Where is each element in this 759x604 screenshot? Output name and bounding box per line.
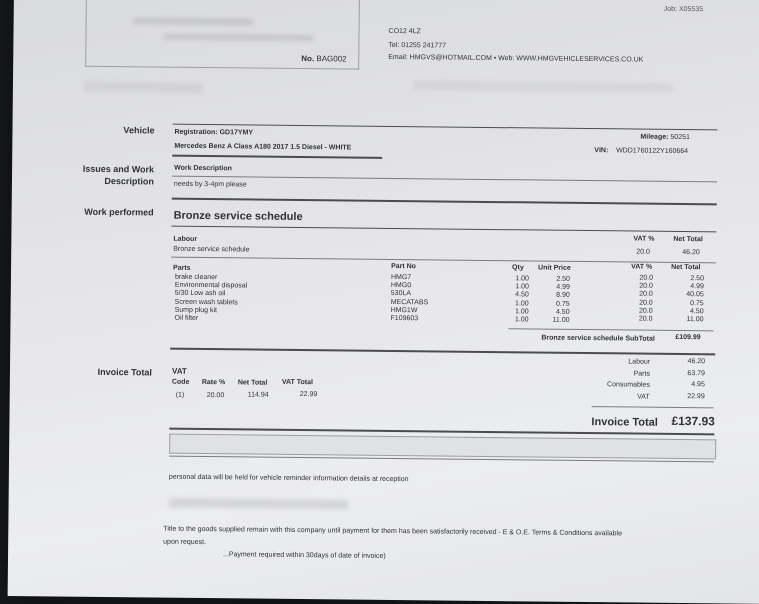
part-net: 40.05: [686, 291, 704, 299]
terms-line-1: Title to the goods supplied remain with this company until payment for them has been satisfactorily received - E & O.E. Terms & Conditions available: [163, 525, 623, 538]
vat-code: (1): [175, 391, 185, 399]
part-number: HMG7: [390, 273, 412, 282]
redacted-address: [134, 17, 254, 25]
part-unit-price: 4.50: [555, 308, 570, 316]
total-label: VAT: [637, 393, 650, 401]
part-qty: 1.00: [514, 308, 529, 316]
parts-qty: [508, 275, 529, 324]
parts-vat: [632, 274, 653, 323]
part-name: Oil filter: [174, 314, 199, 322]
service-title: Bronze service schedule: [173, 209, 303, 224]
vat-net: 114.94: [247, 391, 269, 399]
divider: [172, 198, 717, 206]
vat-code-heading: Code: [171, 378, 190, 386]
part-name: 5/30 Low ash oil: [174, 290, 226, 298]
vat-rate-heading: Rate %: [201, 378, 226, 387]
part-unit-price: 11.00: [552, 316, 570, 324]
vat-heading: VAT: [171, 366, 187, 376]
divider: [172, 176, 717, 183]
part-name: Sump plug kit: [174, 306, 218, 314]
vat-total: 22.99: [299, 391, 318, 399]
subtotal-label: Bronze service schedule SubTotal: [541, 334, 655, 343]
redacted-block: [169, 498, 349, 510]
part-vat: 20.0: [638, 315, 653, 323]
redacted-block: [83, 82, 203, 93]
privacy-note: personal data will be held for vehicle reminder information details at reception: [168, 473, 409, 484]
job-number: Job: X05535: [663, 5, 704, 14]
qty-heading: Qty: [512, 264, 524, 272]
labour-net: 46.20: [682, 249, 700, 257]
part-unit-price: 0.75: [556, 300, 570, 308]
part-number: HMG1W: [390, 306, 418, 315]
invoice-total-label: Invoice Total: [97, 366, 153, 378]
part-number: 530LA: [390, 290, 412, 298]
grand-total-label: Invoice Total: [591, 416, 658, 429]
work-note: needs by 3-4pm please: [173, 180, 247, 189]
divider: [172, 155, 382, 159]
divider: [592, 406, 714, 408]
part-net: 2.50: [690, 275, 705, 283]
part-number: F109603: [390, 314, 419, 323]
issues-label: Issues and Work Description: [82, 163, 155, 187]
net-total-heading: Net Total: [673, 235, 703, 244]
registration: Registration: GD17YMY: [174, 128, 254, 137]
part-qty: 1.00: [515, 275, 529, 283]
part-unit-price: 8.90: [556, 292, 570, 300]
terms-line-3: ...Payment required within 30days of date of invoice): [223, 551, 386, 560]
parts-names: [174, 274, 247, 324]
totals-values: [678, 356, 705, 402]
terms-line-2: upon request.: [163, 538, 207, 547]
part-vat: 20.0: [639, 274, 654, 282]
partno-heading: Part No: [391, 262, 417, 271]
invoice-document: [8, 0, 759, 604]
part-unit-price: 4.99: [556, 283, 570, 292]
grand-total-value: £137.93: [671, 413, 715, 429]
divider: [508, 328, 713, 331]
labour-item: Bronze service schedule: [173, 245, 250, 254]
mileage: Mileage: 50251: [640, 133, 690, 142]
work-performed-label: Work performed: [84, 206, 154, 218]
parts-net: [678, 275, 704, 324]
vehicle-description: Mercedes Benz A Class A180 2017 1.5 Diesel - WHITE: [174, 142, 352, 152]
total-label: Parts: [633, 370, 651, 378]
contact-line: Email: HMGVS@HOTMAIL.COM • Web: WWW.HMGVEHICLESERVICES.CO.UK: [388, 53, 644, 64]
total-value: 22.99: [687, 392, 705, 400]
vehicle-label: Vehicle: [123, 125, 155, 136]
subtotal-value: £109.99: [675, 333, 701, 342]
divider: [171, 257, 716, 264]
totals-labels: [590, 356, 650, 403]
part-unit-price: 2.50: [556, 275, 570, 283]
unit-price-heading: Unit Price: [538, 264, 571, 272]
part-net: 4.50: [689, 307, 704, 316]
total-value: 46.20: [687, 358, 706, 366]
part-name: brake cleaner: [174, 273, 218, 282]
postcode: CO12 4LZ: [388, 27, 421, 36]
parts-heading: Parts: [173, 264, 191, 272]
labour-vat: 20.0: [636, 248, 650, 256]
telephone: Tel: 01255 241777: [388, 41, 447, 50]
divider: [173, 124, 718, 131]
part-number: HMG0: [390, 282, 412, 290]
part-qty: 1.00: [515, 299, 529, 308]
parts-vat-heading: VAT %: [631, 263, 653, 271]
part-name: Screen wash tablets: [174, 298, 238, 306]
part-qty: 1.00: [514, 316, 529, 324]
work-description-heading: Work Description: [174, 164, 232, 173]
vat-net-heading: Net Total: [237, 379, 268, 387]
redacted-block: [413, 80, 673, 93]
labour-heading: Labour: [173, 235, 198, 243]
part-vat: 20.0: [639, 299, 653, 307]
invoice-number-label: No. BAG002: [301, 54, 347, 64]
part-name: Environmental disposal: [174, 281, 248, 290]
part-vat: 20.0: [639, 282, 653, 290]
part-net: 0.75: [690, 299, 704, 307]
part-vat: 20.0: [639, 290, 653, 299]
parts-numbers: [390, 274, 428, 324]
vat-rate: 20.00: [206, 392, 225, 400]
total-value: 4.95: [691, 381, 705, 389]
vin: VIN: WDD1760122Y160664: [594, 147, 689, 156]
part-net: 11.00: [686, 316, 704, 324]
divider: [170, 348, 715, 356]
vat-total-heading: VAT Total: [281, 378, 314, 387]
part-net: 4.99: [690, 283, 704, 291]
part-qty: 4.50: [515, 291, 529, 299]
divider: [171, 226, 716, 233]
vat-pct-heading: VAT %: [633, 235, 655, 243]
total-value: 63.79: [687, 369, 706, 377]
part-qty: 1.00: [515, 283, 529, 291]
part-number: MECATABS: [390, 298, 429, 306]
part-vat: 20.0: [638, 307, 653, 315]
parts-net-heading: Net Total: [671, 263, 701, 272]
total-label: Labour: [628, 358, 651, 366]
parts-unit: [547, 276, 570, 325]
total-label: Consumables: [607, 381, 650, 389]
